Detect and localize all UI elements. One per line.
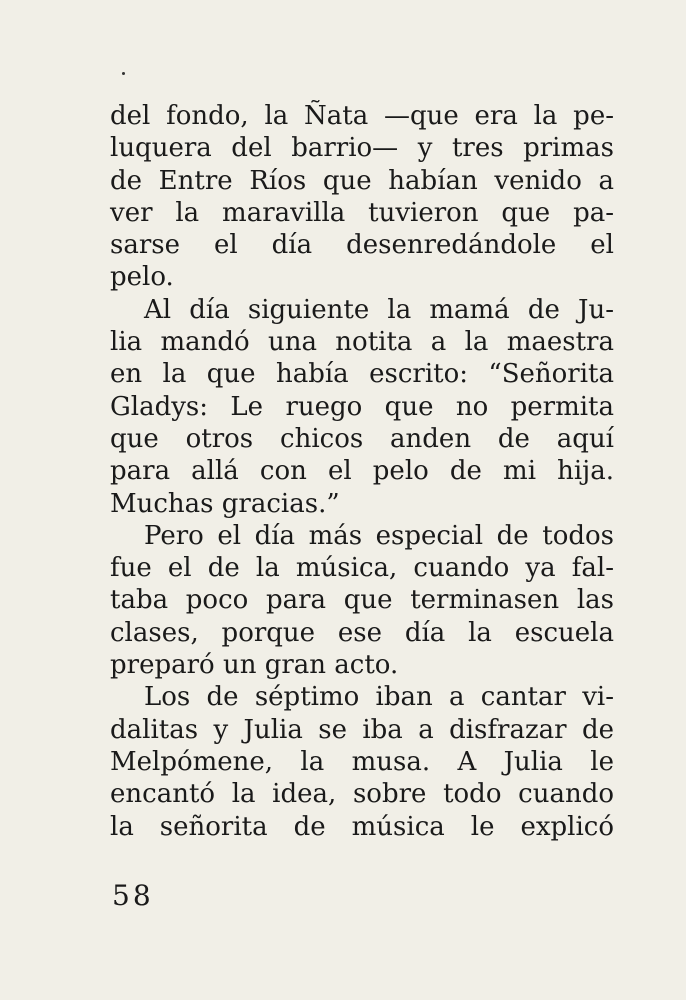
text-line: para allá con el pelo de mi hija. <box>110 456 614 487</box>
text-line: la señorita de música le explicó <box>110 811 614 842</box>
text-line: dalitas y Julia se iba a disfrazar de <box>110 714 614 745</box>
text-line: lia mandó una notita a la maestra <box>110 327 614 358</box>
text-line: Melpómene, la musa. A Julia le <box>110 746 614 777</box>
text-line: preparó un gran acto. <box>110 650 399 681</box>
body-text <box>110 100 614 843</box>
text-line: en la que había escrito: “Señorita <box>110 359 614 390</box>
page-number: 58 <box>112 879 154 912</box>
text-line: sarse el día desenredándole el <box>110 230 614 261</box>
text-line: ver la maravilla tuvieron que pa- <box>110 197 614 228</box>
text-line: pelo. <box>110 262 174 293</box>
text-line: que otros chicos anden de aquí <box>110 423 614 454</box>
text-line: del fondo, la Ñata —que era la pe- <box>110 101 614 131</box>
paragraph-first-line: Los de séptimo iban a cantar vi- <box>144 682 614 713</box>
ink-speck <box>122 72 125 75</box>
text-line: de Entre Ríos que habían venido a <box>110 165 614 196</box>
text-line: luquera del barrio— y tres primas <box>110 133 614 164</box>
paragraph-first-line: Al día siguiente la mamá de Ju- <box>144 294 614 325</box>
text-line: encantó la idea, sobre todo cuando <box>110 779 614 810</box>
text-line: clases, porque ese día la escuela <box>110 617 614 648</box>
text-line: Muchas gracias.” <box>110 488 340 519</box>
text-line: Gladys: Le ruego que no permita <box>110 391 614 422</box>
paragraph-first-line: Pero el día más especial de todos <box>144 520 614 551</box>
text-line: fue el de la música, cuando ya fal- <box>110 553 614 584</box>
text-line: taba poco para que terminasen las <box>110 585 614 616</box>
